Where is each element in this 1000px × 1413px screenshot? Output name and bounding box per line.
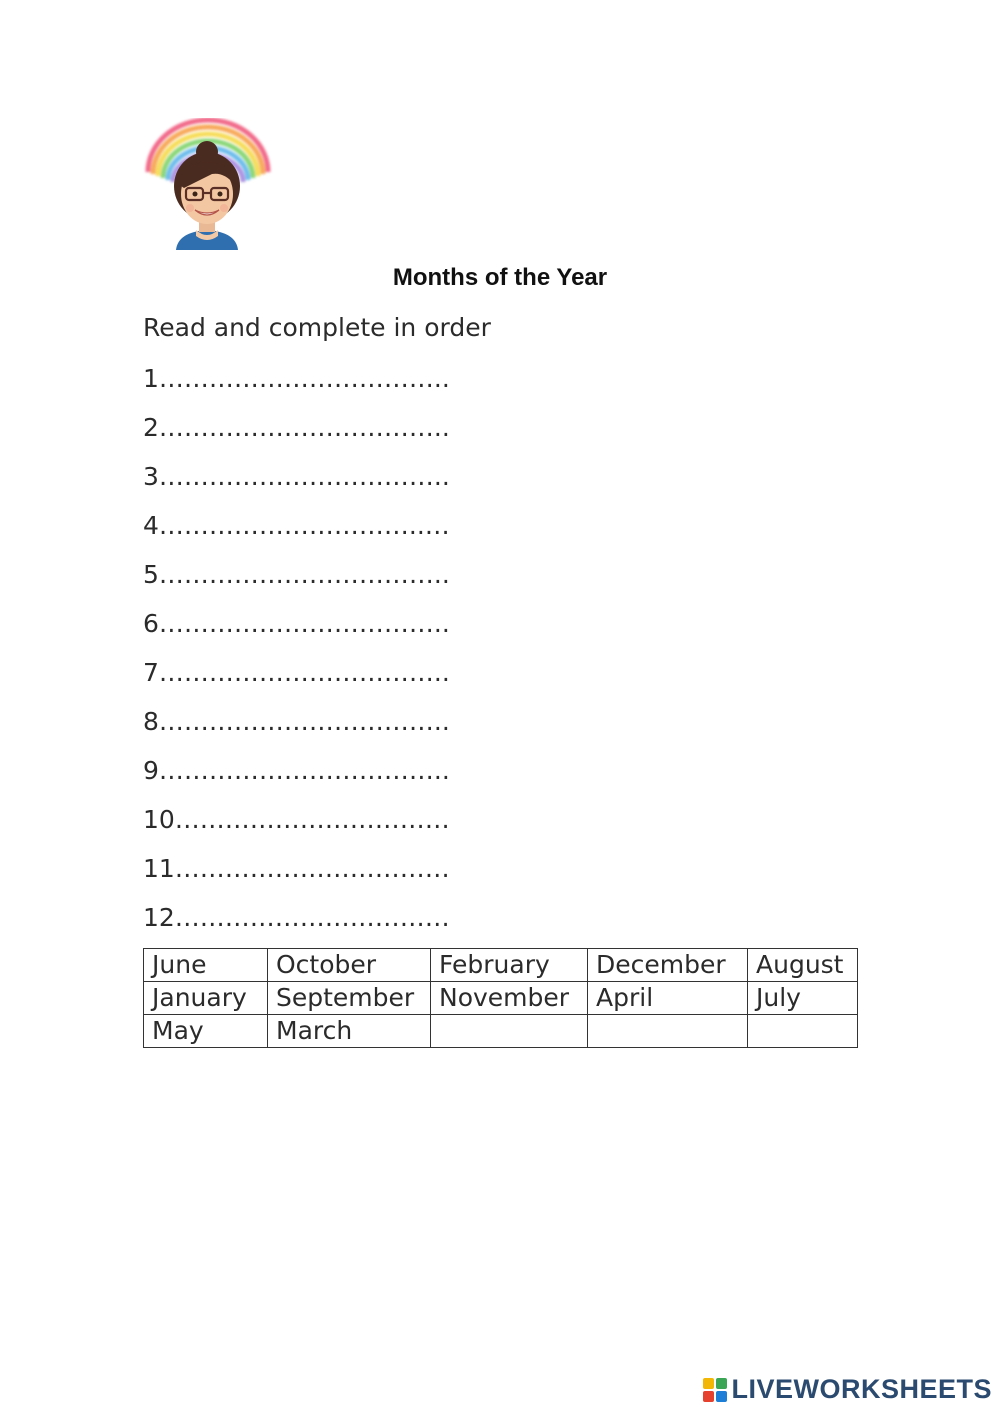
- word-bank-cell: February: [431, 949, 588, 982]
- logo-square: [703, 1378, 714, 1389]
- word-bank-cell: May: [144, 1015, 268, 1048]
- logo-square: [716, 1378, 727, 1389]
- word-bank-cell: July: [748, 982, 858, 1015]
- word-bank-row: [144, 949, 858, 982]
- answer-line-8[interactable]: 8……………………………..: [143, 707, 450, 736]
- word-bank-table: [143, 948, 858, 1048]
- word-bank-cell: November: [431, 982, 588, 1015]
- word-bank-cell: [588, 1015, 748, 1048]
- answer-line-10[interactable]: 10……………………………: [143, 805, 450, 834]
- word-bank-cell: January: [144, 982, 268, 1015]
- answer-line-3[interactable]: 3……………………………..: [143, 462, 450, 491]
- answer-line-4[interactable]: 4…………………………..…: [143, 511, 450, 540]
- logo-square: [703, 1391, 714, 1402]
- liveworksheets-brand[interactable]: [703, 1374, 992, 1405]
- liveworksheets-logo-icon: [703, 1378, 727, 1402]
- answer-line-2[interactable]: 2……………………………..: [143, 413, 450, 442]
- answer-line-7[interactable]: 7……………………………..: [143, 658, 450, 687]
- worksheet-instruction: Read and complete in order: [143, 313, 491, 342]
- word-bank-cell: June: [144, 949, 268, 982]
- answer-line-11[interactable]: 11……………………………: [143, 854, 450, 883]
- answer-list: [143, 362, 450, 950]
- word-bank-cell: April: [588, 982, 748, 1015]
- word-bank-cell: [431, 1015, 588, 1048]
- worksheet-title: Months of the Year: [392, 264, 608, 291]
- teacher-avatar-image: [140, 118, 275, 250]
- word-bank-cell: October: [268, 949, 431, 982]
- word-bank-row: [144, 1015, 858, 1048]
- answer-line-12[interactable]: 12……………………………: [143, 903, 450, 932]
- word-bank-row: [144, 982, 858, 1015]
- word-bank-cell: March: [268, 1015, 431, 1048]
- answer-line-9[interactable]: 9……………………………..: [143, 756, 450, 785]
- logo-square: [716, 1391, 727, 1402]
- answer-line-1[interactable]: 1……………………………..: [143, 364, 450, 393]
- answer-line-5[interactable]: 5……………………………..: [143, 560, 450, 589]
- word-bank-cell: September: [268, 982, 431, 1015]
- word-bank-cell: [748, 1015, 858, 1048]
- word-bank-cell: August: [748, 949, 858, 982]
- answer-line-6[interactable]: 6……………………………..: [143, 609, 450, 638]
- word-bank-cell: December: [588, 949, 748, 982]
- brand-text: LIVEWORKSHEETS: [731, 1374, 992, 1404]
